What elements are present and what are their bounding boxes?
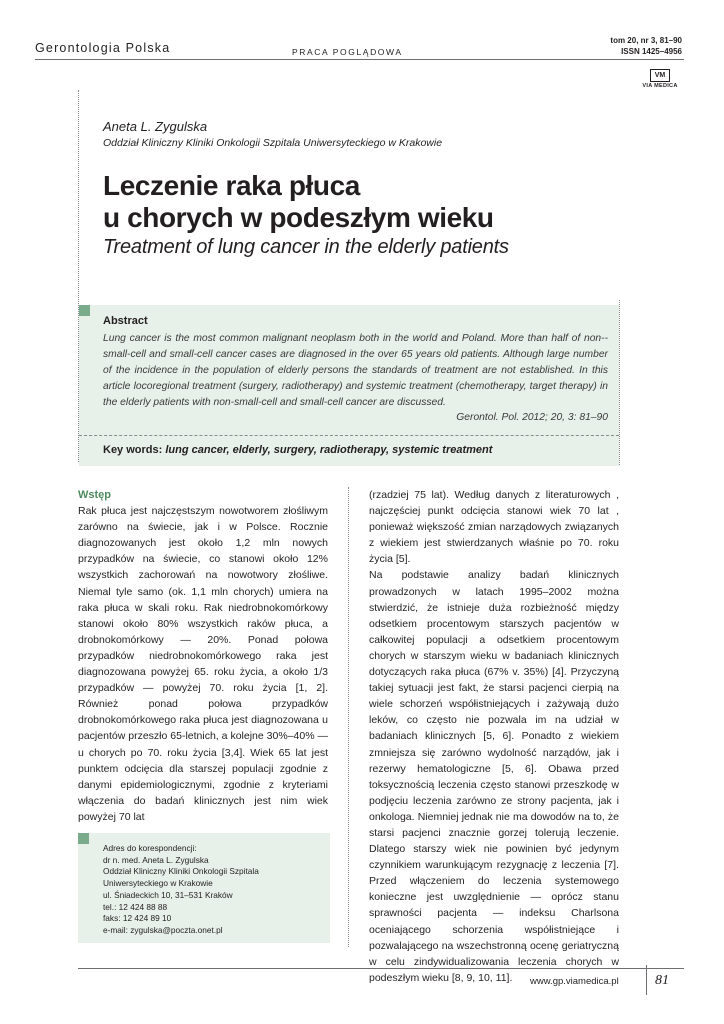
corr-line: dr n. med. Aneta L. Zygulska — [103, 854, 209, 865]
title-line-1: Leczenie raka płuca — [103, 170, 360, 201]
citation: Gerontol. Pol. 2012; 20, 3: 81–90 — [456, 412, 608, 423]
body-column-left — [78, 487, 328, 825]
title-line-2: u chorych w podeszłym wieku — [103, 202, 494, 233]
article-type: PRACA POGLĄDOWA — [292, 47, 403, 57]
header-divider — [35, 59, 684, 60]
journal-name: Gerontologia Polska — [35, 41, 171, 55]
abstract-marker-icon — [79, 305, 90, 316]
volume-info: tom 20, nr 3, 81–90 — [610, 36, 682, 45]
corr-line: Uniwersyteckiego w Krakowie — [103, 878, 213, 889]
keywords — [103, 444, 492, 456]
logo-text: VIA MEDICA — [642, 83, 678, 89]
column-divider — [348, 487, 349, 947]
corr-line: faks: 12 424 89 10 — [103, 913, 172, 924]
section-heading: Wstęp — [78, 489, 111, 501]
body-column-right — [369, 487, 619, 986]
correspondence-marker-icon — [78, 833, 89, 844]
abstract-text: Lung cancer is the most common malignant neoplasm both in the world and Poland. More than half of non--small-cell and small-cell cancer cases are diagnosed in the over 65 years old patients. Although large number of the incidence in the population of elderly persons the standards of treatment are not established. In this article locoregional treatment (surgery, radiotherapy) and systemic treatment (chemotherapy, target therapy) in the elderly patients with non-small-cell and small-cell cancer are discussed. — [103, 333, 608, 408]
abstract-heading: Abstract — [103, 315, 148, 327]
article-subtitle: Treatment of lung cancer in the elderly patients — [103, 236, 509, 258]
paragraph-analysis: Na podstawie analizy badań klinicznych prowadzonych w latach 1995–2002 można stwierdzić, że istnieje duża rozbieżność między odsetkiem procentowym starszych pacjentów w całkowitej populacji a odsetkiem procentowym chorych w starszym wieku w badaniach klinicznych dotyczących raka płuca (67% v. 35%) [4]. Przyczyną takiej sytuacji jest fakt, że starsi pacjenci cierpią na wiele schorzeń współistniejących i zażywają dużo leków, co często nie pozwala im na udział w badaniach klinicznych [5, 6]. Ponadto z wiekiem zmniejsza się zarówno wydolność narządów, jak i rezerwy hematologiczne [5, 6]. Obawa przed toksycznością leczenia często stanowi przeszkodę w podjęciu leczenia zarówno ze strony pacjenta, jak i onkologa. Niemniej jednak nie ma dowodów na to, że starsi pacjenci znacznie gorzej tolerują leczenie. Dlatego starszy wiek nie powinien być jedynym czynnikiem warunkującym rezygnację z leczenia [7]. Przed włączeniem do leczenia systemowego konieczne jest uwzględnienie — oprócz stanu sprawności pacjenta — indeksu Charlsona oceniającego schorzenia współistniejące i pozwalającego na wszechstronną ocenę geriatryczną w celu zindywidualizowania leczenia chorych w podeszłym wieku [8, 9, 10, 11]. — [369, 569, 619, 984]
footer-url[interactable]: www.gp.viamedica.pl — [530, 976, 619, 987]
paragraph-continued: (rzadziej 75 lat). Według danych z literaturowych , najczęściej punkt odcięcia stanowi wiek 70 lat , ponieważ większość zmian narządowych związanych z wiekiem jest stwierdzanych właśnie po 70. roku życia [5]. — [369, 489, 619, 566]
publisher-logo[interactable] — [638, 64, 682, 89]
author-affiliation: Oddział Kliniczny Kliniki Onkologii Szpitala Uniwersyteckiego w Krakowie — [103, 137, 443, 149]
issn: ISSN 1425–4956 — [621, 47, 682, 56]
article-title — [103, 170, 494, 234]
corr-line: Adres do korespondencji: — [103, 843, 197, 853]
footer-separator — [646, 965, 647, 995]
keywords-terms: lung cancer, elderly, surgery, radiotherapy, systemic treatment — [165, 444, 493, 456]
via-medica-logo-icon: VM — [650, 69, 670, 82]
author-name: Aneta L. Zygulska — [103, 119, 208, 134]
keywords-label: Key words: — [103, 444, 163, 456]
issue-info — [610, 35, 682, 57]
page-number: 81 — [655, 973, 669, 988]
corr-line: tel.: 12 424 88 88 — [103, 901, 168, 912]
corr-email[interactable]: e-mail: zygulska@poczta.onet.pl — [103, 924, 223, 935]
corr-line: Oddział Kliniczny Kliniki Onkologii Szpitala — [103, 866, 259, 877]
footer-divider — [78, 968, 684, 969]
corr-line: ul. Śniadeckich 10, 31–531 Kraków — [103, 889, 233, 900]
margin-guide-right — [619, 300, 620, 465]
paragraph-intro: Rak płuca jest najczęstszym nowotworem złośliwym zarówno na świecie, jak i w Polsce. Rocznie diagnozowanych jest około 1,2 mln nowych przypadków na świecie, co stanowi około 12% wszystkich zachorowań na nowotwory złośliwe. Niemal tyle samo (ok. 1,1 mln chorych) umiera na raka płuca w skali roku. Rak niedrobnokomórkowy stanowi około 80% wszystkich raków płuca, a drobnokomórkowy — 20%. Ponad połowa przypadków niedrobnokomórkowego raka jest diagnozowana powyżej 65. roku życia, a około 1/3 przypadków — powyżej 70. roku życia [1, 2]. Również ponad połowa przypadków drobnokomórkowego raka płuca jest diagnozowana u pacjentów przeszło 65-letnich, a kolejne 30%–40% — u chorych po 70. roku życia [3,4]. Wiek 65 lat jest punktem odcięcia dla starszej populacji zgodnie z danymi epidemiologicznymi, zgodnie z kryteriami włączenia do badań klinicznych jest nim wiek powyżej 70 lat — [78, 505, 328, 823]
correspondence-address — [103, 843, 259, 937]
